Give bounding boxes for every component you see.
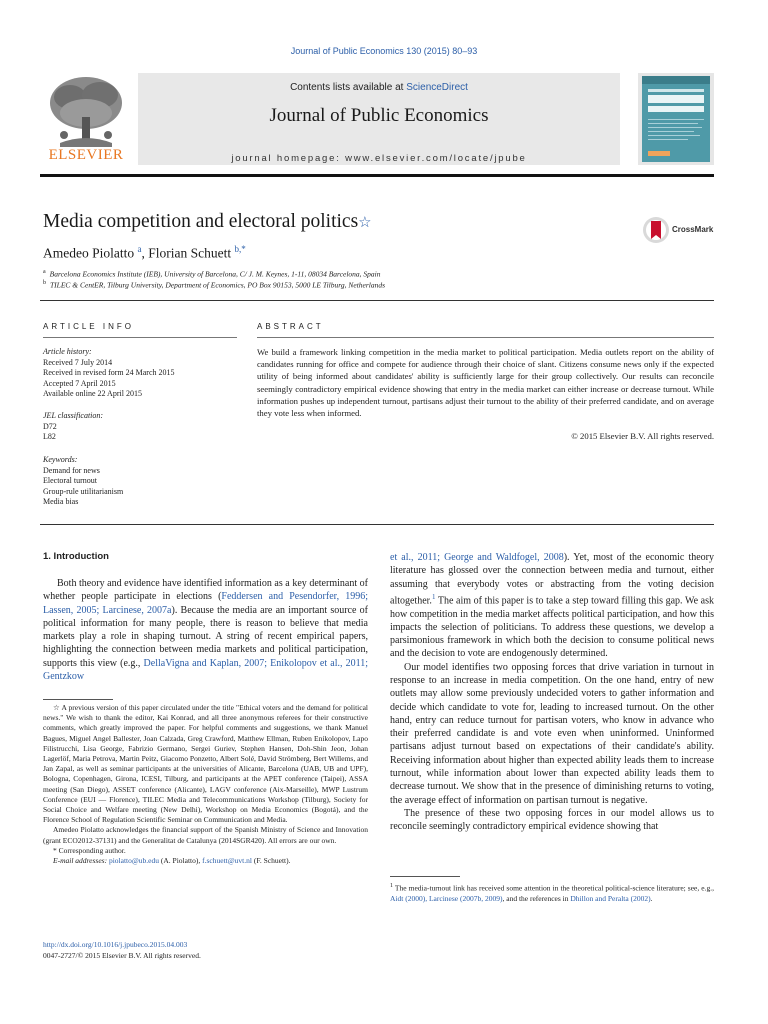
- citation-link[interactable]: Aidt (2000), Larcinese (2007b, 2009): [390, 893, 503, 903]
- email-addresses: [43, 856, 368, 866]
- paragraph-text: ). Because the media are an important source of political information for many people, there is reason to believe that media markets play a role in shaping turnout. A string of recent empirical papers, highlighting the connection between media markets and political participation, supports this view (e.g.,: [43, 604, 368, 669]
- affiliation-b: [43, 280, 385, 290]
- journal-citation[interactable]: Journal of Public Economics 130 (2015) 80–93: [290, 46, 478, 56]
- email-owner: (F. Schuett).: [251, 856, 291, 866]
- affiliation-sup: a: [43, 269, 46, 275]
- article-title-text: Media competition and electoral politics: [43, 211, 359, 232]
- citation-link[interactable]: Feddersen and Pesendorfer, 1996; Lassen, 2005; Larcinese, 2007a: [43, 591, 368, 616]
- paragraph-text: ). Yet, most of the economic theory literature has glossed over the connection between media and turnout, either assuming that everybody votes or abstracting from the voting decision altogether.: [390, 552, 714, 607]
- journal-homepage[interactable]: journal homepage: www.elsevier.com/locate/jpube: [231, 153, 527, 164]
- issn-copyright: 0047-2727/© 2015 Elsevier B.V. All rights reserved.: [43, 951, 201, 960]
- citation-link[interactable]: Dhillon and Peralta (2002): [570, 893, 651, 903]
- elsevier-logo[interactable]: [40, 73, 132, 165]
- footnote-rule: [390, 876, 460, 877]
- intro-paragraph-2: Our model identifies two opposing forces that drive variation in turnout in response to an increase in media competition. On the one hand, entry of new outlets may allow some previously undecided voters to gather information and decide which candidate to vote for, leading to increased turnout. On the other hand, entry can reduce turnout for partisan voters, who know in advance who their preferred candidate is and vote even when uninformed. Uninformed partisans adjust turnout based on expectations of their candidate's ability. Receiving information about higher than expected ability leads them to increase turnout, while information about lower than expected ability leads them to decrease turnout. We show that in the presence of diminishing returns to voting, the average effect of information on partisan turnout is negative.: [390, 661, 714, 806]
- history-item: Accepted 7 April 2015: [43, 378, 116, 388]
- doi-link[interactable]: http://dx.doi.org/10.1016/j.jpubeco.2015.04.003: [43, 940, 188, 949]
- header-rule: [40, 174, 714, 177]
- email-label: E-mail addresses:: [53, 856, 109, 866]
- jel-classification: [43, 411, 103, 443]
- keyword: Group-rule utilitarianism: [43, 486, 124, 496]
- email-link[interactable]: f.schuett@uvt.nl: [202, 856, 252, 866]
- affiliation-text: TILEC & CentER, Tilburg University, Department of Economics, PO Box 90153, 5000 LE Tilburg, Netherlands: [50, 280, 386, 290]
- footnote-1: [390, 881, 714, 904]
- star-footnote: ☆ A previous version of this paper circulated under the title "Ethical voters and the demand for political news." We wish to thank the editor, Kai Konrad, and all three anonymous referees for their constructive comments, which greatly improved the paper. For helpful comments and suggestions, we thank Manuel Bagues, Miguel Angel Ballester, Joan Calzada, Greg Crawford, Matthew Ellman, Ruben Enikolopov, Lapo Filistrucchi, Lisa George, Fabrizio Germano, Sergei Guriev, Stephen Hansen, Doh-Shin Jeon, Johan Lagerlöf, Maria Petrova, Martin Peitz, Giacomo Ponzetto, Albert Solé, David Strömberg, Bert Willems, and Jan Zapal, as well as seminar participants at the universities of Alicante, Barcelona (UAB, UB and UPF), Bologna, Copenhagen, Girona, ICESI, Tilburg, and participants at the APET conference (Taipei), ASSA meeting (San Diego), ASSET conference (Alicante), LAGV conference (Aix-Marseille), MWP Lustrum Conference (EUI — Florence), TILEC Media and Telecommunications Workshop (Tilburg), Society for Social Choice and Welfare meeting (New Delhi), Workshop on Media Economics (Bogotá), and the Florence School of Regulation Scientific Seminar on Communication and Media.: [43, 703, 368, 825]
- citation-link[interactable]: et al., 2011; George and Waldfogel, 2008: [390, 552, 564, 563]
- paragraph-text: Both theory and evidence have identified information as a key determinant of whether people participate in elections (: [43, 578, 368, 603]
- footnote-text: The media-turnout link has received some attention in the theoretical political-science literature; see, e.g.,: [393, 883, 714, 893]
- sciencedirect-link[interactable]: ScienceDirect: [406, 82, 468, 93]
- history-item: Received in revised form 24 March 2015: [43, 368, 175, 377]
- author-name: Amedeo Piolatto: [43, 245, 135, 261]
- jel-code: D72: [43, 421, 57, 431]
- article-history: [43, 347, 175, 400]
- title-rule: [40, 300, 714, 301]
- affiliation-sup: b: [43, 280, 46, 286]
- acknowledgement-footnote: Amedeo Piolatto acknowledges the financial support of the Spanish Ministry of Science and Innovation (grant ECO2012-37131) and the Generalitat de Catalunya (2014SGR420). All errors are our own.: [43, 825, 368, 845]
- jel-label: JEL classification:: [43, 411, 104, 420]
- history-item: Available online 22 April 2015: [43, 389, 142, 398]
- footnote-number: 1: [390, 883, 393, 889]
- abstract-rule: [257, 337, 714, 338]
- article-info-heading: ARTICLE INFO: [43, 322, 134, 331]
- history-label: Article history:: [43, 347, 92, 356]
- journal-cover-thumbnail[interactable]: [638, 73, 714, 165]
- abstract-heading: ABSTRACT: [257, 322, 324, 331]
- keywords-label: Keywords:: [43, 455, 78, 464]
- affiliation-a: [43, 269, 381, 279]
- journal-name: Journal of Public Economics: [269, 105, 489, 126]
- keywords: [43, 455, 123, 508]
- jel-code: L82: [43, 432, 56, 441]
- keyword: Electoral turnout: [43, 476, 97, 485]
- abstract-text: We build a framework linking competition in the media market to political participation. Media outlets report on the ability of candidates running for office and compete for audience through their choice of slant. Citizens consume news only if the expected utility of being informed about candidates' ability is sufficiently large for their group collectively. Our results can reconcile seemingly contradictory empirical evidence showing that entry in the media market can either increase or decrease turnout. While information pushes up independent turnout, partisans adjust their turnout to the ability of their preferred candidate, and on average they vote less when informed.: [257, 347, 714, 419]
- author-affiliation-link[interactable]: a: [137, 244, 142, 254]
- affiliation-text: Barcelona Economics Institute (IEB), University of Barcelona, C/ J. M. Keynes, 1-11, 08034 Barcelona, Spain: [49, 269, 381, 279]
- article-title: [43, 211, 372, 233]
- abstract-copyright: © 2015 Elsevier B.V. All rights reserved.: [571, 431, 714, 441]
- star-footnote-icon[interactable]: ☆: [358, 215, 372, 231]
- corresponding-author-note: * Corresponding author.: [53, 845, 126, 855]
- crossmark-icon: [642, 216, 670, 244]
- email-owner: (A. Piolatto),: [159, 856, 203, 866]
- author-affiliation-link[interactable]: b,*: [234, 244, 246, 254]
- email-link[interactable]: piolatto@ub.edu: [108, 856, 159, 866]
- crossmark-button[interactable]: [642, 216, 732, 244]
- intro-paragraph-3: The presence of these two opposing forces in our model allows us to reconcile seemingly contradictory empirical evidence showing that: [390, 807, 714, 833]
- paragraph-text: The aim of this paper is to take a step toward filling this gap. We ask how competition in the media market affects political participation, and how this impacts the selection of politicians. To address these questions, we develop a parsimonious framework in which both the decision to consume political news and the decision to vote are endogenously determined.: [390, 595, 714, 660]
- contents-prefix: Contents lists available at: [290, 82, 407, 93]
- keyword: Media bias: [43, 497, 79, 506]
- intro-paragraph-1: [43, 577, 368, 683]
- section-heading: 1. Introduction: [43, 551, 109, 562]
- abstract-end-rule: [40, 524, 714, 525]
- footnote-rule: [43, 699, 113, 700]
- author-name: Florian Schuett: [148, 245, 232, 261]
- footnote-text: , and the references in: [502, 893, 571, 903]
- elsevier-wordmark: ELSEVIER: [48, 147, 124, 163]
- footnote-ref-link[interactable]: 1: [431, 592, 436, 601]
- contents-line: [138, 82, 620, 93]
- journal-cover-icon: [638, 73, 714, 165]
- footnote-text: .: [650, 893, 653, 903]
- crossmark-label: CrossMark: [672, 225, 714, 234]
- title-footnote: [43, 703, 368, 866]
- keyword: Demand for news: [43, 465, 100, 475]
- history-item: Received 7 July 2014: [43, 357, 113, 367]
- intro-paragraph-1-continued: [390, 551, 714, 661]
- right-column: [390, 551, 714, 834]
- citation-link[interactable]: DellaVigna and Kaplan, 2007; Enikolopov et al., 2011; Gentzkow: [43, 657, 369, 683]
- author-list: Amedeo Piolatto $^a$, Florian Schuett $^{b,*}$: [43, 244, 246, 261]
- article-info-rule: [43, 337, 237, 338]
